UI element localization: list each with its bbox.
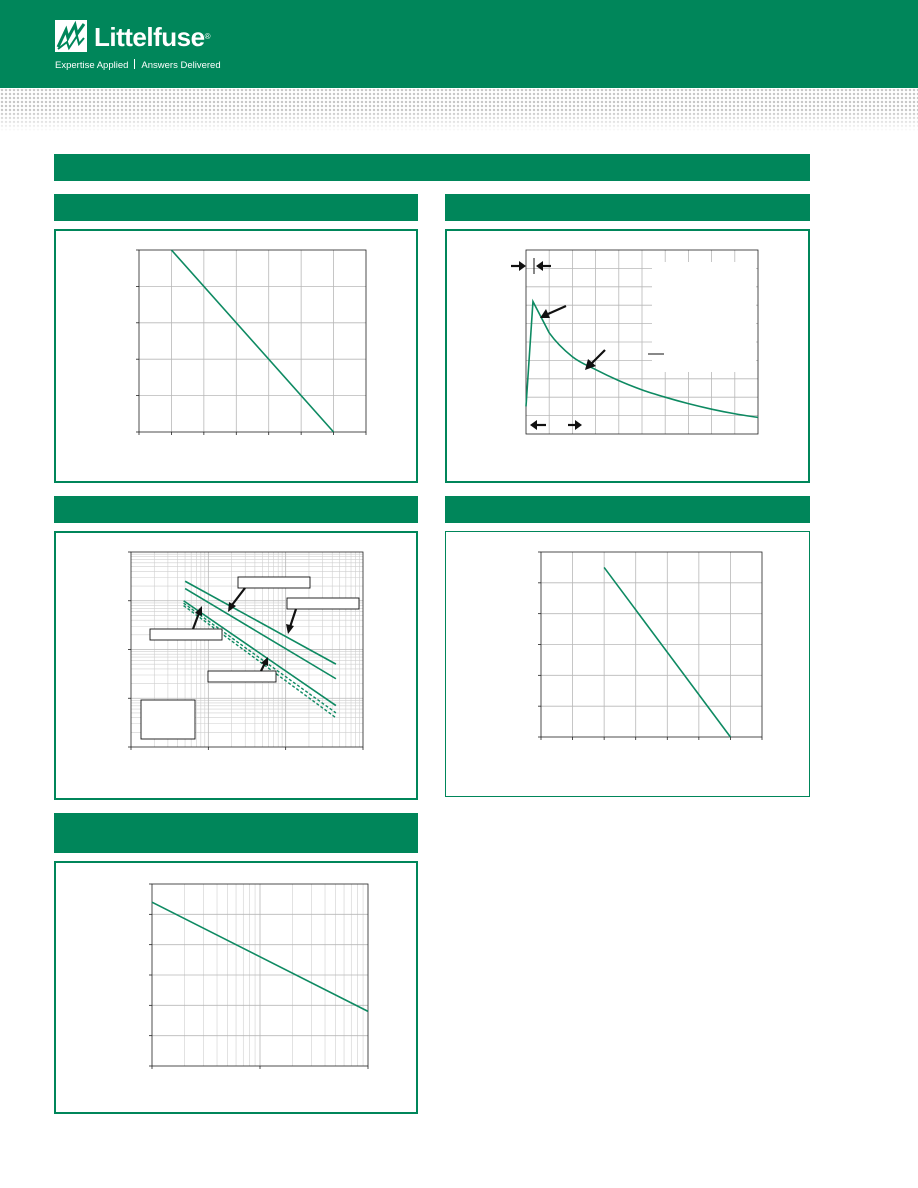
brand-name: Littelfuse®: [94, 22, 210, 52]
tagline: Expertise Applied Answers Delivered: [55, 60, 221, 71]
